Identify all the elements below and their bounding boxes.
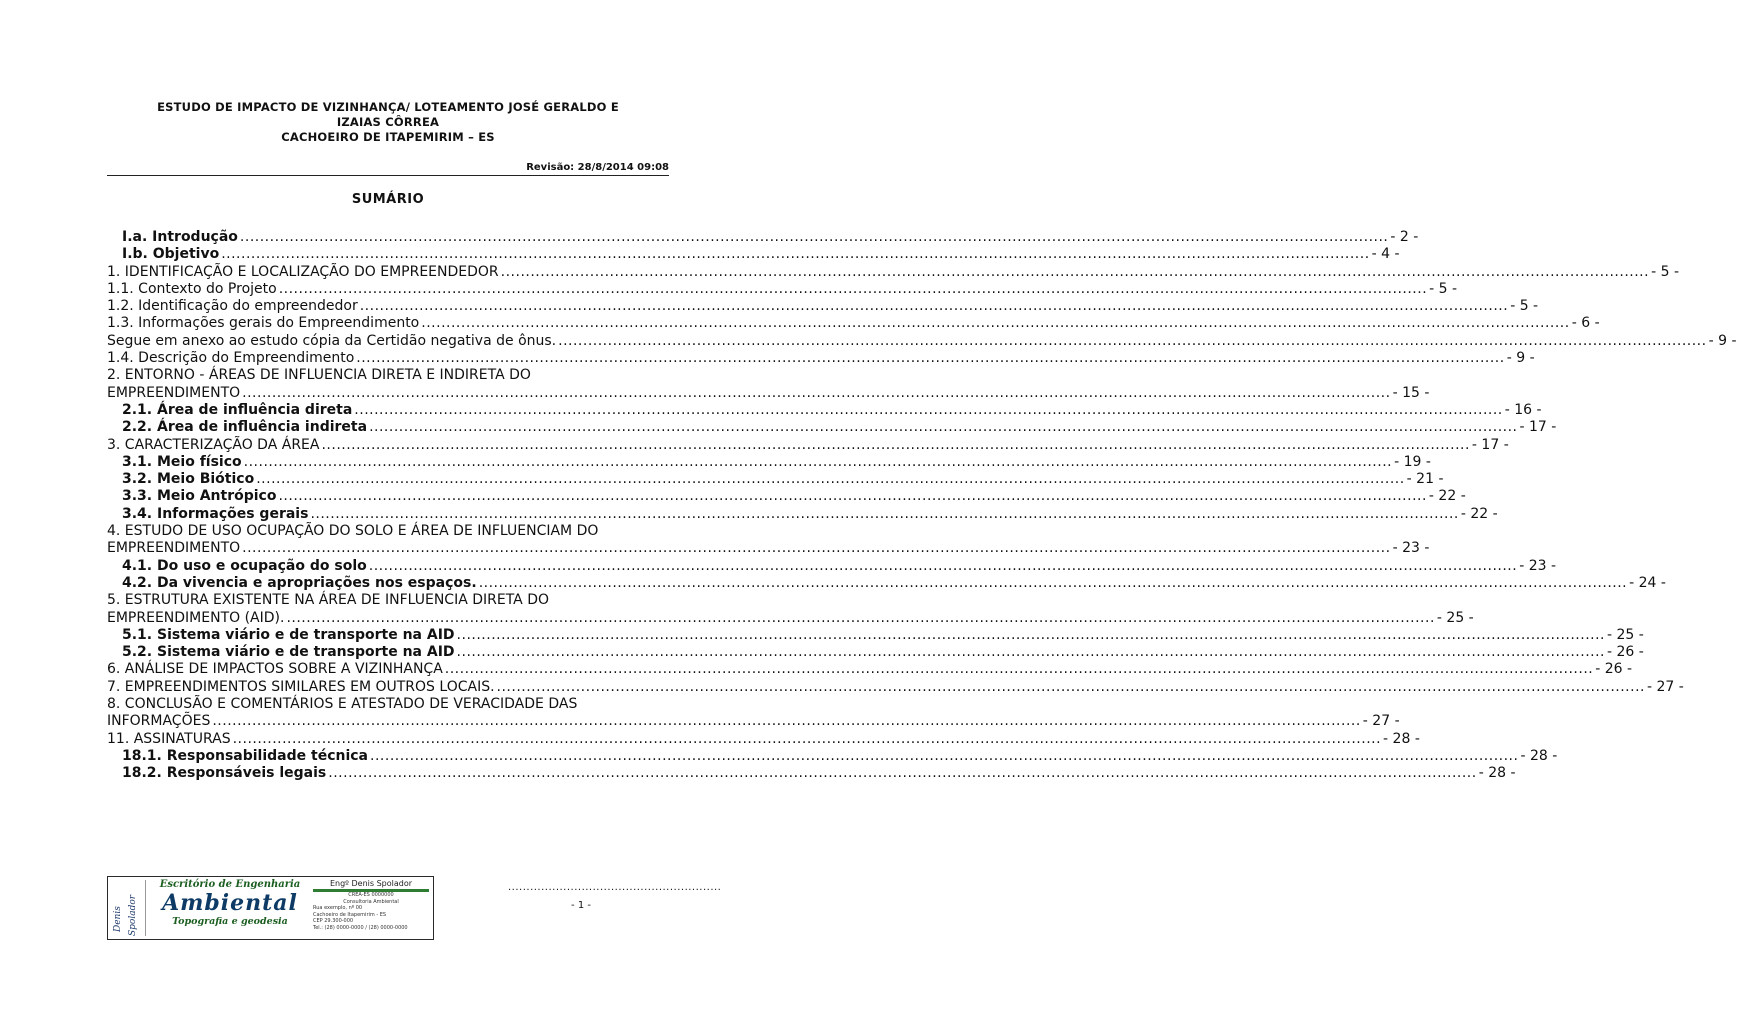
toc-dot-leader: [244, 454, 1392, 471]
toc-dot-leader: [497, 679, 1645, 696]
toc-entry[interactable]: [107, 765, 1516, 782]
toc-dot-leader: [457, 627, 1605, 644]
toc-dot-leader: [501, 264, 1649, 281]
toc-entry-page: - 28 -: [1383, 730, 1420, 747]
toc-entry[interactable]: [107, 557, 1557, 575]
toc-entry-label: Segue em anexo ao estudo cópia da Certidão negativa de ônus.: [107, 332, 557, 349]
logo-engineer: Engº Denis Spolador: [313, 879, 429, 892]
toc-entry-page: - 6 -: [1571, 315, 1600, 332]
logo-info-line: Rua exemplo, nº 00: [313, 905, 363, 911]
toc-entry-page: - 5 -: [1429, 280, 1458, 297]
toc-entry[interactable]: [107, 471, 1444, 488]
toc-entry[interactable]: [107, 488, 1466, 505]
title-line-2: IZAIAS CÔRREA: [336, 115, 440, 129]
toc-entry-page: - 22 -: [1428, 488, 1466, 505]
toc-entry-label: 18.1. Responsabilidade técnica: [122, 747, 369, 764]
toc-dot-leader: [457, 644, 1605, 661]
toc-entry-label: 7. EMPREENDIMENTOS SIMILARES EM OUTROS LOCAIS.: [107, 678, 495, 695]
logo-info-line: CREA-ES 0000000: [348, 892, 394, 898]
toc-entry-label: I.b. Objetivo: [122, 246, 220, 263]
toc-entry[interactable]: [107, 730, 1420, 748]
toc-entry-label: 6. ANÁLISE DE IMPACTOS SOBRE A VIZINHANÇA: [107, 661, 443, 678]
toc-entry-page: - 5 -: [1651, 263, 1680, 280]
toc-dot-leader: [279, 281, 1427, 298]
toc-dot-leader: [321, 437, 1469, 454]
toc-entry-page: - 26 -: [1607, 644, 1644, 661]
toc-entry-label: 4.2. Da vivencia e apropriações nos espaços.: [122, 574, 477, 591]
toc-entry-label: 2.1. Área de influência direta: [122, 401, 353, 418]
toc-entry-page: - 25 -: [1607, 626, 1644, 643]
toc-entry[interactable]: [107, 644, 1644, 661]
toc-dot-leader: [369, 419, 1517, 436]
toc-entry-page: - 23 -: [1519, 557, 1557, 574]
toc-entry-label: 3.4. Informações gerais: [122, 505, 309, 522]
toc-entry-page: - 23 -: [1392, 540, 1430, 557]
toc-dot-leader: [286, 610, 1434, 627]
toc-entry-label: 18.2. Responsáveis legais: [122, 765, 327, 782]
toc-entry-label: 3. CARACTERIZAÇÃO DA ÁREA: [107, 436, 320, 453]
toc-entry-heading-line[interactable]: 5. ESTRUTURA EXISTENTE NA ÁREA DE INFLUENCIA DIRETA DO: [107, 592, 550, 609]
toc-entry-page: - 17 -: [1519, 419, 1557, 436]
company-logo: [107, 876, 434, 940]
toc-entry[interactable]: [107, 229, 1419, 246]
toc-entry-label: 4.1. Do uso e ocupação do solo: [122, 557, 367, 574]
toc-entry-label: 2.2. Área de influência indireta: [122, 419, 368, 436]
toc-dot-leader: [221, 246, 1369, 263]
toc-entry-label: 1.3. Informações gerais do Empreendimento: [107, 315, 420, 332]
toc-entry-page: - 25 -: [1436, 609, 1474, 626]
toc-entry-label: 3.3. Meio Antrópico: [122, 488, 277, 505]
toc-dot-leader: [212, 713, 1360, 730]
toc-entry-page: - 24 -: [1629, 574, 1666, 591]
toc-entry-page: - 19 -: [1394, 453, 1431, 470]
toc-entry[interactable]: [107, 505, 1498, 523]
toc-entry[interactable]: [107, 401, 1542, 419]
toc-dot-leader: [445, 661, 1593, 678]
logo-line-3: Topografia e geodesia: [172, 916, 288, 927]
toc-entry[interactable]: [107, 315, 1600, 332]
summary-title: SUMÁRIO: [351, 192, 425, 207]
toc-entry-page: - 16 -: [1504, 401, 1542, 418]
toc-dot-leader: [558, 333, 1706, 350]
toc-entry-label: 1.2. Identificação do empreendedor: [107, 298, 358, 315]
logo-line-2: Ambiental: [162, 890, 298, 916]
toc-entry-label: EMPREENDIMENTO (AID).: [107, 609, 285, 626]
toc-dot-leader: [370, 748, 1518, 765]
toc-entry-page: - 22 -: [1460, 505, 1498, 522]
toc-entry-label: 3.2. Meio Biótico: [122, 471, 255, 488]
toc-entry[interactable]: [107, 540, 1430, 557]
toc-entry[interactable]: [107, 280, 1458, 298]
toc-entry-page: - 27 -: [1646, 678, 1684, 695]
toc-dot-leader: [360, 298, 1508, 315]
document-header: [107, 100, 669, 145]
toc-dot-leader: [242, 385, 1390, 402]
toc-entry-label: 11. ASSINATURAS: [107, 730, 231, 747]
logo-side-signature: [111, 880, 146, 936]
toc-entry-page: - 26 -: [1595, 661, 1633, 678]
toc-entry-heading-line[interactable]: 2. ENTORNO - ÁREAS DE INFLUENCIA DIRETA E INDIRETA DO: [107, 367, 531, 384]
title-line-3: CACHOEIRO DE ITAPEMIRIM – ES: [281, 130, 495, 144]
toc-entry-label: 5.2. Sistema viário e de transporte na AID: [122, 644, 455, 661]
toc-entry-page: - 17 -: [1471, 436, 1509, 453]
toc-dot-leader: [479, 575, 1627, 592]
revision-date: Revisão: 28/8/2014 09:08: [107, 162, 669, 176]
toc-entry[interactable]: [107, 678, 1684, 696]
toc-entry-page: - 28 -: [1520, 747, 1558, 764]
toc-entry[interactable]: [107, 747, 1558, 765]
toc-entry[interactable]: [107, 713, 1400, 730]
table-of-contents: [107, 229, 1737, 783]
toc-entry-label: 3.1. Meio físico: [122, 453, 242, 470]
toc-dot-leader: [278, 488, 1426, 505]
toc-entry-label: I.a. Introdução: [122, 229, 238, 245]
toc-dot-leader: [328, 765, 1476, 782]
toc-entry-page: - 9 -: [1708, 332, 1737, 349]
toc-entry-page: - 27 -: [1362, 713, 1400, 730]
toc-entry-page: - 21 -: [1406, 471, 1444, 488]
title-line-1: ESTUDO DE IMPACTO DE VIZINHANÇA/ LOTEAMENTO JOSÉ GERALDO E: [157, 100, 619, 114]
toc-entry-heading-line[interactable]: 8. CONCLUSÃO E COMENTÁRIOS E ATESTADO DE VERACIDADE DAS: [107, 696, 578, 713]
toc-entry-label: 1.4. Descrição do Empreendimento: [107, 350, 355, 367]
toc-entry-label: INFORMAÇÕES: [107, 713, 211, 730]
signature-line: ..........................................................: [508, 882, 722, 893]
toc-entry[interactable]: [107, 332, 1737, 350]
logo-side-text-2: Spolador: [128, 894, 138, 936]
toc-entry[interactable]: [107, 436, 1509, 454]
toc-entry[interactable]: [107, 350, 1535, 367]
toc-dot-leader: [421, 315, 1569, 332]
toc-entry-label: 1. IDENTIFICAÇÃO E LOCALIZAÇÃO DO EMPREENDEDOR: [107, 263, 499, 280]
toc-dot-leader: [256, 471, 1404, 488]
page-number: - 1 -: [571, 900, 591, 911]
toc-entry-page: - 2 -: [1390, 229, 1419, 245]
toc-dot-leader: [240, 229, 1388, 246]
logo-main: [150, 879, 310, 937]
toc-entry-page: - 28 -: [1478, 765, 1516, 782]
logo-info-line: CEP 29.300-000: [313, 918, 354, 924]
logo-info-line: Cachoeiro de Itapemirim - ES: [313, 911, 387, 918]
toc-dot-leader: [233, 731, 1381, 748]
toc-entry[interactable]: [107, 626, 1644, 644]
toc-entry[interactable]: [107, 419, 1557, 436]
toc-dot-leader: [369, 558, 1517, 575]
toc-entry[interactable]: [107, 574, 1666, 592]
toc-dot-leader: [354, 402, 1502, 419]
toc-dot-leader: [310, 506, 1458, 523]
toc-entry-page: - 5 -: [1510, 298, 1539, 315]
logo-info-line: Tel.: (28) 0000-0000 / (28) 0000-0000: [313, 924, 408, 931]
toc-entry[interactable]: [107, 246, 1400, 263]
toc-entry[interactable]: [107, 609, 1474, 627]
logo-side-text-1: Denis: [113, 906, 123, 932]
toc-dot-leader: [356, 350, 1504, 367]
logo-line-1: Escritório de Engenharia: [159, 879, 301, 890]
toc-entry-page: - 15 -: [1392, 384, 1430, 401]
toc-entry[interactable]: [107, 453, 1431, 471]
logo-info-line: Consultoria Ambiental: [343, 898, 399, 905]
toc-entry[interactable]: [107, 384, 1430, 402]
toc-entry[interactable]: [107, 661, 1633, 678]
toc-entry-page: - 4 -: [1371, 246, 1400, 263]
toc-entry[interactable]: [107, 298, 1539, 315]
toc-entry-label: EMPREENDIMENTO: [107, 540, 241, 557]
toc-entry-label: 5.1. Sistema viário e de transporte na AID: [122, 626, 455, 643]
logo-info: [313, 879, 429, 937]
toc-entry-label: 1.1. Contexto do Projeto: [107, 280, 277, 297]
toc-entry-page: - 9 -: [1506, 350, 1535, 367]
toc-entry-heading-line[interactable]: 4. ESTUDO DE USO OCUPAÇÃO DO SOLO E ÁREA DE INFLUENCIAM DO: [107, 523, 599, 540]
toc-dot-leader: [242, 540, 1390, 557]
toc-entry[interactable]: [107, 263, 1680, 281]
toc-entry-label: EMPREENDIMENTO: [107, 384, 241, 401]
